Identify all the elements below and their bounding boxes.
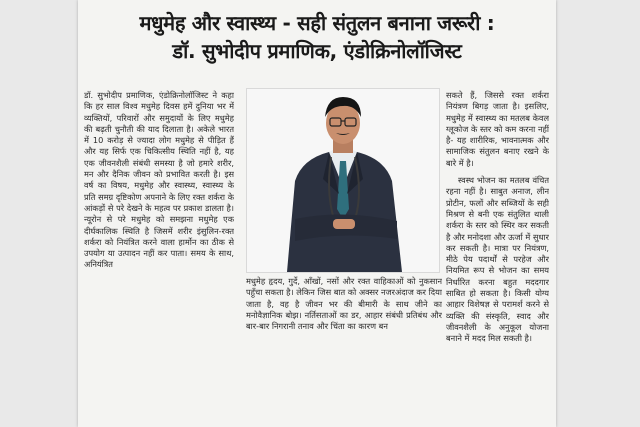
article-column-3-paragraph-2: स्वस्थ भोजन का मतलब वंचित रहना नहीं है। साबुत अनाज, लीन प्रोटीन, फलों और सब्जियों के सही मिश्रण से बनी एक संतुलित थाली शर्करा के स्तर को स्थिर कर सकती है और मनोदशा और ऊर्जा में सुधार कर सकती है। मात्रा पर नियंत्रण, मीठे पेय पदार्थों से परहेज और नियमित रूप से भोजन का समय निर्धारित करना बहुत मददगार साबित हो सकता है। किसी योग्य आहार विशेषज्ञ से परामर्श करने से व्यक्ति की संस्कृति, स्वाद और जीवनशैली के अनुकूल योजना बनाने में मदद मिल सकती है। xyxy=(446,175,549,344)
article-column-1: डॉ. सुभोदीप प्रमाणिक, एंडोक्रिनोलॉजिस्ट ने कहा कि हर साल विश्व मधुमेह दिवस हमें दुनिया भर में व्यक्तियों, परिवारों और समुदायों के लिए मधुमेह की बढ़ती चुनौती की याद दिलाता है। अकेले भारत में 10 करोड़ से ज्यादा लोग मधुमेह से पीड़ित हैं और यह सिर्फ एक चिकित्सीय स्थिति नहीं है, यह एक जीवनशैली संबंधी समस्या है जो हमारे शरीर, मन और दैनिक जीवन को प्रभावित करती है। इस वर्ष का विषय, मधुमेह और स्वास्थ्य, स्वास्थ्य के प्रति समग्र दृष्टिकोण अपनाने के लिए रक्त शर्करा के आंकड़ों से परे देखने के महत्व पर प्रकाश डालता है। न्यूरोन से परे मधुमेह को समझना मधुमेह एक दीर्घकालिक स्थिति है जिसमें शरीर इंसुलिन-रक्त शर्करा को नियंत्रित करने वाला हार्मोन का ठीक से उपयोग या उत्पादन नहीं कर पाता। समय के साथ, अनियंत्रित xyxy=(84,90,234,270)
doctor-portrait-illustration xyxy=(247,89,439,272)
doctor-photo xyxy=(246,88,440,273)
article-column-3 xyxy=(446,90,549,420)
headline xyxy=(78,10,556,64)
headline-line-2: डॉ. सुभोदीप प्रमाणिक, एंडोक्रिनोलॉजिस्ट xyxy=(172,39,462,63)
article-column-3-paragraph-1: सकते हैं, जिससे रक्त शर्करा नियंत्रण बिगड़ जाता है। इसलिए, मधुमेह में स्वास्थ्य का मतलब केवल ग्लूकोज के स्तर को कम करना नहीं है- यह शारीरिक, भावनात्मक और सामाजिक संतुलन बनाए रखने के बारे में है। xyxy=(446,90,549,168)
headline-line-1: मधुमेह और स्वास्थ्य - सही संतुलन बनाना जरूरी : xyxy=(139,11,495,35)
article-column-2: मधुमेह हृदय, गुर्दे, आँखों, नसों और रक्त वाहिकाओं को नुकसान पहुँचा सकता है। लेकिन जिस बात को अक्सर नजरअंदाज कर दिया जाता है, वह है जीवन भर की बीमारी के साथ जीने का मनोवैज्ञानिक बोझ। नर्तिसताओं का डर, आहार संबंधी प्रतिबंध और बार-बार निगरानी तनाव और चिंता का कारण बन xyxy=(246,276,442,332)
newspaper-clipping xyxy=(78,0,556,427)
